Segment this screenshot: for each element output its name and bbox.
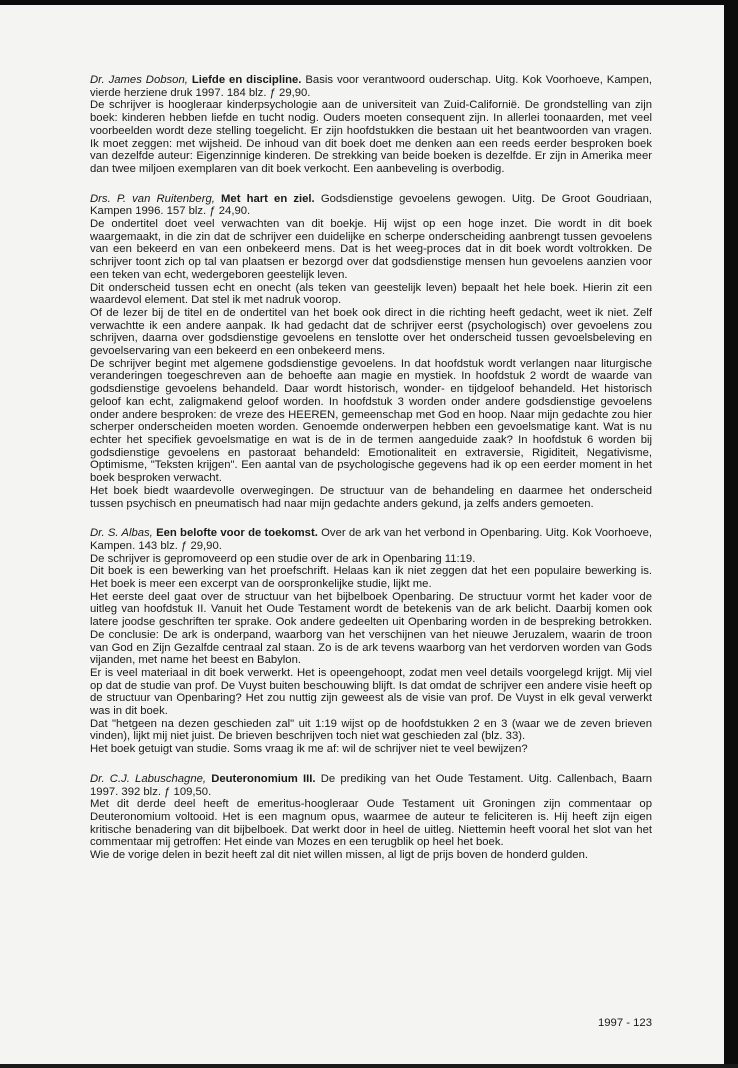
review-details: Over de ark van het verbond in Openbaring. Uitg. Kok Voorhoeve, Kampen. 143 blz. ƒ 29,90. (90, 527, 653, 552)
review-author: Drs. P. van Ruitenberg, (90, 192, 215, 205)
review-paragraph: Er is veel materiaal in dit boek verwerkt. Het is opeengehoopt, zodat men veel details voorgelegd krijgt. Mij viel op dat de studie van prof. De Vuyst buiten beschouwing blijft. Is dat omdat de schrijver een andere visie heeft op de structuur van Openbaring? Het zou nuttig zijn geweest als de visie van prof. De Vuyst in elk geval verwerkt was in dit boek. (90, 666, 652, 718)
scan-border-right (724, 0, 738, 1068)
review-paragraph: Wie de vorige delen in bezit heeft zal dit niet willen missen, al ligt de prijs boven de honderd gulden. (90, 849, 588, 862)
review-author: Dr. S. Albas, (90, 527, 153, 540)
review-author: Dr. James Dobson, (90, 74, 188, 86)
review-title: Een belofte voor de toekomst. (156, 527, 318, 540)
review-details: De prediking van het Oude Testament. Uitg. Callenbach, Baarn 1997. 392 blz. ƒ 109,50. (90, 772, 652, 798)
review-labuschagne (90, 773, 652, 862)
review-author: Dr. C.J. Labuschagne, (90, 772, 207, 785)
review-dobson (90, 74, 652, 176)
review-paragraph: De ondertitel doet veel verwachten van dit boekje. Hij wijst op een hoge inzet. Die wordt in dit boek waargemaakt, in die zin dat de schrijver een duidelijke en scherpe onderscheiding aanbrengt tussen gevoelens van een bekeerd en van een onbekeerd mens. Dat is het weeg-proces dat in dit boek wordt voltrokken. De schrijver toont zich op tal van plaatsen er bezorgd over dat godsdienstige mensen hun gevoelens aanzien voor een teken van echt, wedergeboren geestelijk leven. (90, 218, 652, 281)
review-heading (90, 527, 652, 552)
review-heading (90, 773, 652, 798)
review-heading (90, 193, 652, 218)
review-heading (90, 74, 652, 99)
review-details: Godsdienstige gevoelens gewogen. Uitg. De Groot Goudriaan, Kampen 1996. 157 blz. ƒ 24,90. (90, 192, 653, 218)
review-paragraph: De schrijver is gepromoveerd op een studie over de ark in Openbaring 11:19. (90, 552, 476, 565)
review-paragraph: Of de lezer bij de titel en de ondertitel van het boek ook direct in die richting heeft gedacht, weet ik niet. Zelf verwachtte ik een andere aanpak. Ik had gedacht dat de schrijver eerst (psychologisch) over gevoelens zou schrijven, daarna over godsdienstige gevoelens en tenslotte over het onderscheid tussen gevoelsbeleving en gevoelservaring van een bekeerd en een onbekeerd mens. (90, 306, 652, 358)
scan-border-bottom (0, 1064, 738, 1068)
review-paragraph: De schrijver begint met algemene godsdienstige gevoelens. In dat hoofdstuk wordt verlangen naar liturgische veranderingen toegeschreven aan de behoefte aan magie en mystiek. In hoofdstuk 2 wordt de waarde van godsdienstige gevoelens behandeld. Daar wordt historisch, wonder- en tijdgeloof behandeld. Het historisch geloof kan echt, zaligmakend geloof worden. In hoofdstuk 3 worden onder andere godsdienstige gevoelens onder andere besproken: de vreze des HEEREN, gemeenschap met God en hoop. Naar mijn gedachte zou hier scherper onderscheiden moeten worden. Genoemde onderwerpen hebben een gevoelsmatige kant. Wat is nu echter het specifiek gevoelsmatige en wat is de in de termen aangeduide zaak? In hoofdstuk 6 worden bij godsdienstige gevoelens en pastoraat behandeld: Emotionaliteit en extraversie, Rigiditeit, Negativisme, Optimisme, "Teksten krijgen". Een aantal van de psychologische gegevens had ik op een eerder moment in het boek besproken verwacht. (90, 357, 652, 485)
review-paragraph: Het boek biedt waardevolle overwegingen. De structuur van de behandeling en daarmee het onderscheid tussen psychisch en pneumatisch had naar mijn gedachte anders gekund, ja zelfs anders gemoeten. (90, 484, 652, 510)
review-van-ruitenberg (90, 193, 652, 511)
review-paragraph: Het eerste deel gaat over de structuur van het bijbelboek Openbaring. De structuur vormt het kader voor de uitleg van hoofdstuk II. Vanuit het Oude Testament wordt de betekenis van de ark belicht. Daarbij komen ook latere joodse geschriften ter sprake. Ook andere gedeelten uit Openbaring worden in de bespreking betrokken. De conclusie: De ark is onderpand, waarborg van het verschijnen van het nieuwe Jeruzalem, waarin de troon van God en Zijn Gezalfde centraal zal staan. Zo is de ark tevens waarborg van het verdorven worden van Gods vijanden, met name het beest en Babylon. (90, 590, 652, 667)
review-paragraph: Dit onderscheid tussen echt en onecht (als teken van geestelijk leven) bepaalt het hele boek. Hierin zit een waardevol element. Dat stel ik met nadruk voorop. (90, 281, 652, 307)
review-title: Liefde en discipline. (191, 74, 302, 86)
review-paragraph: Dit boek is een bewerking van het proefschrift. Helaas kan ik niet zeggen dat het een populaire bewerking is. Het boek is meer een excerpt van de oorspronkelijke studie, lijkt me. (90, 565, 652, 591)
review-paragraph: Met dit derde deel heeft de emeritus-hoogleraar Oude Testament uit Groningen zijn commentaar op Deuteronomium voltooid. Het is een magnum opus, waarmee de auteur te feliciteren is. Hij heeft zijn eigen kritische benadering van dit bijbelboek. Dat werkt door in heel de uitleg. Niettemin heeft vooral het slot van het commentaar mij getroffen: Het einde van Mozes en een terugblik op heel het boek. (90, 798, 652, 849)
page-number: 1997 - 123 (597, 1017, 652, 1029)
review-title: Met hart en ziel. (221, 192, 315, 205)
review-paragraph: De schrijver is hoogleraar kinderpsychologie aan de universiteit van Zuid-Californië. De grondstelling van zijn boek: kinderen hebben liefde en tucht nodig. Ouders moeten consequent zijn. In allerlei toonaarden, met veel voorbeelden wordt deze stelling toegelicht. Er zijn hoofdstukken die bestaan uit het beantwoorden van vragen. Ik moet zeggen: met wijsheid. De inhoud van dit boek doet me denken aan een reeds eerder besproken boek van dezelfde auteur: Eigenzinnige kinderen. De strekking van beide boeken is dezelfde. Er zijn in Amerika meer dan twee miljoen exemplaren van dit boek verkocht. Een aanbeveling is overbodig. (90, 99, 652, 175)
review-details: Basis voor verantwoord ouderschap. Uitg. Kok Voorhoeve, Kampen, vierde herziene druk 1997. 184 blz. ƒ 29,90. (90, 74, 653, 99)
review-paragraph: Het boek getuigt van studie. Soms vraag ik me af: wil de schrijver niet te veel bewijzen? (90, 743, 528, 756)
review-title: Deuteronomium III. (211, 772, 316, 785)
review-albas (90, 527, 652, 756)
scan-border-top (0, 0, 738, 5)
review-paragraph: Dat "hetgeen na dezen geschieden zal" uit 1:19 wijst op de hoofdstukken 2 en 3 (waar we de zeven brieven vinden), lijkt mij niet juist. De brieven beschrijven toch niet wat geschieden zal (blz. 33). (90, 717, 652, 743)
page-body (90, 74, 652, 1034)
